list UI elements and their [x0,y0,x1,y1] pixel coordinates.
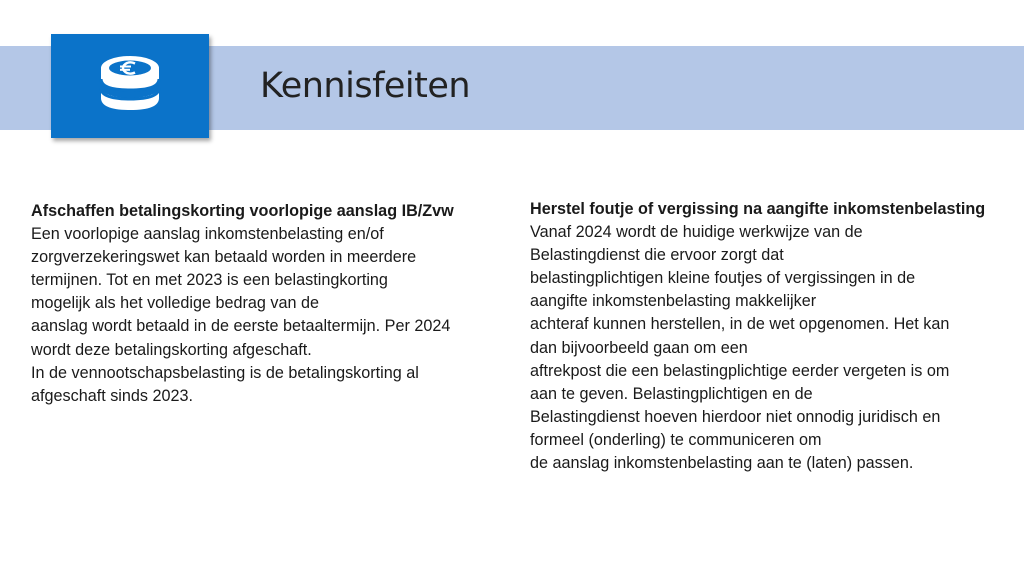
right-line: aangifte inkomstenbelasting makkelijker [530,292,817,311]
right-line: achteraf kunnen herstellen, in de wet opgenomen. Het kan [530,315,950,334]
right-heading: Herstel foutje of vergissing na aangifte inkomstenbelasting [530,200,986,218]
left-line: wordt deze betalingskorting afgeschaft. [31,340,312,359]
right-line: belastingplichtigen kleine foutjes of vergissingen in de [530,269,916,288]
left-line: termijnen. Tot en met 2023 is een belastingkorting [31,271,388,290]
left-line: Een voorlopige aanslag inkomstenbelasting en/of [31,225,384,244]
right-line: aan te geven. Belastingplichtigen en de [530,384,813,403]
right-line: formeel (onderling) te communiceren om [530,430,822,449]
right-line: aftrekpost die een belastingplichtige eerder vergeten is om [530,361,950,380]
right-line: de aanslag inkomstenbelasting aan te (laten) passen. [530,454,914,473]
page-title: Kennisfeiten [260,66,471,106]
left-line: mogelijk als het volledige bedrag van de [31,294,319,313]
right-text-block [530,198,1005,475]
left-line: aanslag wordt betaald in de eerste betaaltermijn. Per 2024 [31,317,451,336]
right-line: Belastingdienst die ervoor zorgt dat [530,246,784,265]
left-heading: Afschaffen betalingskorting voorlopige aanslag IB/Zvw [31,202,454,220]
left-line: In de vennootschapsbelasting is de betalingskorting al [31,363,419,382]
icon-tile [51,34,209,138]
right-line: dan bijvoorbeeld gaan om een [530,338,748,357]
left-line: afgeschaft sinds 2023. [31,386,193,405]
right-line: Vanaf 2024 wordt de huidige werkwijze van de [530,223,863,242]
coin-stack-icon [95,50,165,122]
left-text-block [31,200,501,408]
right-line: Belastingdienst hoeven hierdoor niet onnodig juridisch en [530,407,941,426]
left-line: zorgverzekeringswet kan betaald worden in meerdere [31,248,417,267]
